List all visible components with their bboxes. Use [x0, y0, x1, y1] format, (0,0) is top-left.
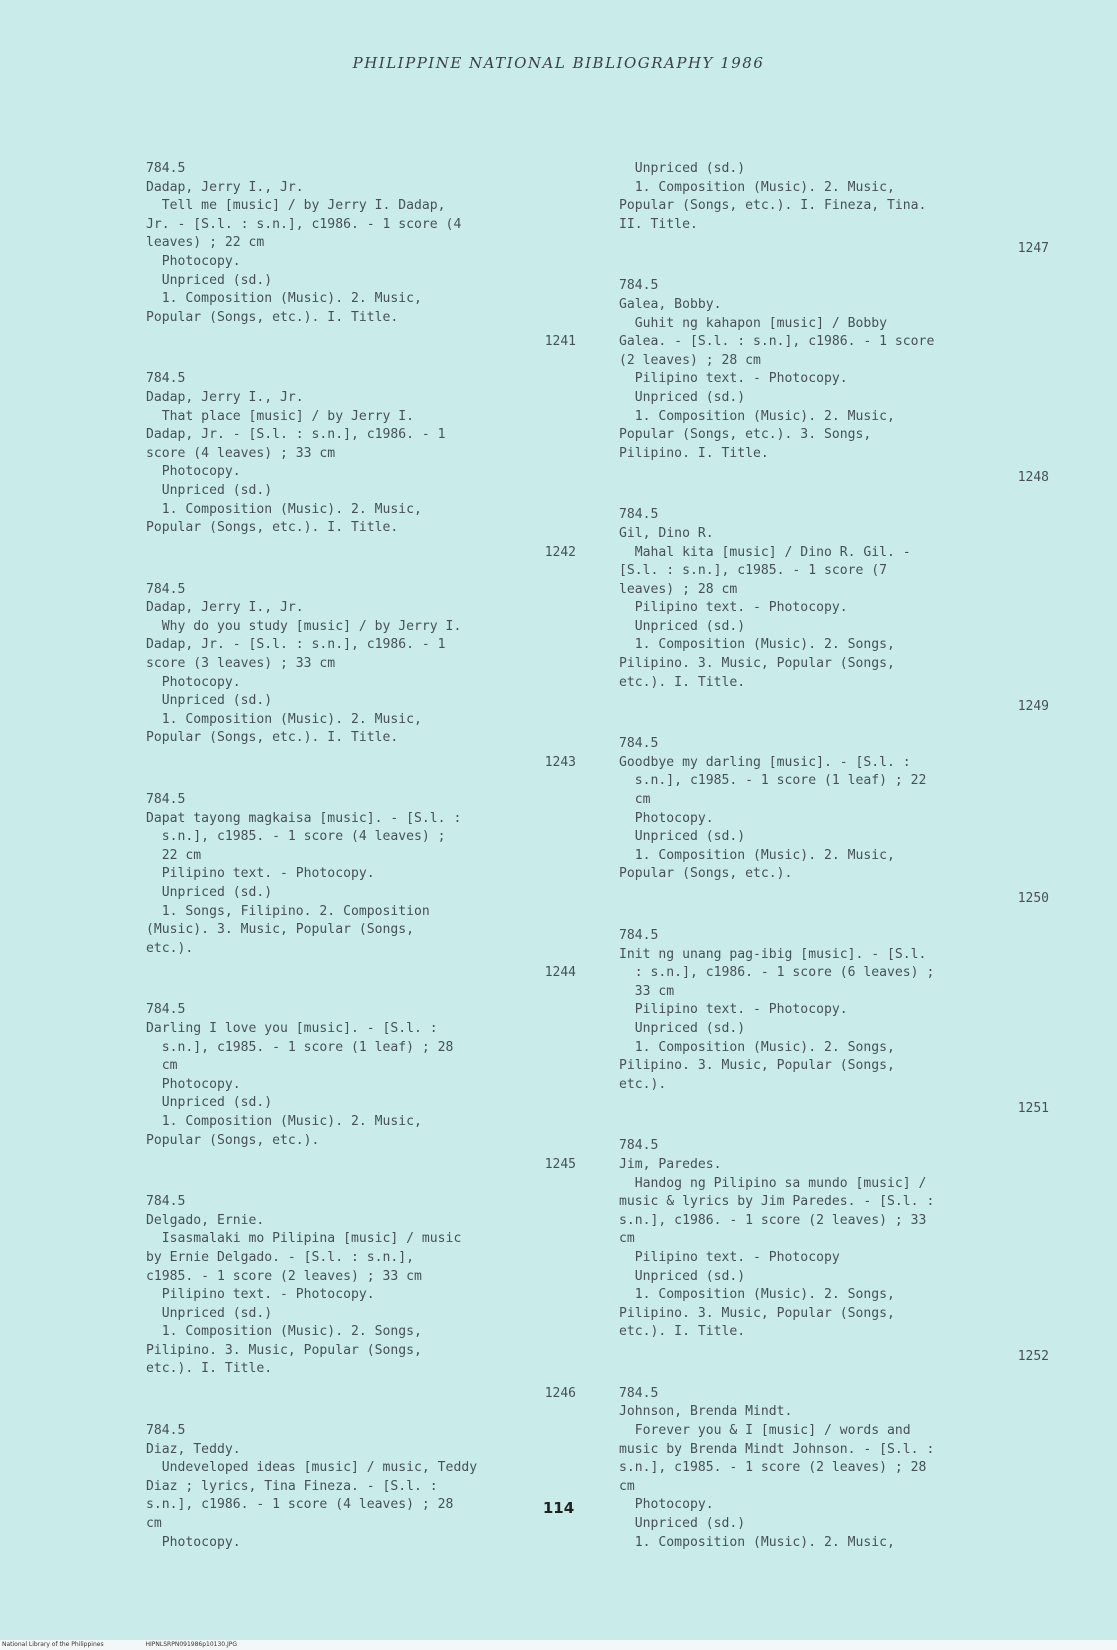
entry-line: Unpriced (sd.): [146, 1305, 273, 1321]
entry-line: Unpriced (sd.): [619, 1516, 746, 1532]
entry-line: Unpriced (sd.): [146, 885, 273, 900]
entry-line: s.n.], c1985. - 1 score (2 leaves) ; 28: [619, 1460, 927, 1476]
entry-line: Delgado, Ernie.: [146, 1212, 265, 1228]
entry-line: II. Title.: [619, 216, 698, 232]
entry-line: Jr. - [S.l. : s.n.], c1986. - 1 score (4: [146, 216, 462, 232]
call-number: 784.5: [146, 792, 186, 808]
entry-line: Unpriced (sd.): [146, 272, 273, 288]
entry-line: Dadap, Jerry I., Jr.: [146, 600, 304, 616]
entry-line: Pilipino. 3. Music, Popular (Songs,: [146, 1342, 422, 1358]
bibliography-entry: [619, 1385, 1049, 1552]
entry-number: 1243: [544, 755, 576, 771]
entry-line: s.n.], c1985. - 1 score (1 leaf) ; 28: [146, 1039, 454, 1055]
entry-line: s.n.], c1985. - 1 score (1 leaf) ; 22: [619, 773, 927, 789]
entry-line: Johnson, Brenda Mindt.: [619, 1404, 793, 1420]
page-number: 114: [542, 1499, 575, 1517]
footer-code: HIPNLSRPN091986p10130.JPG: [145, 1641, 238, 1648]
entry-line: Forever you & I [music] / words and: [619, 1423, 911, 1439]
entry-line: 1. Composition (Music). 2. Songs,: [619, 637, 895, 653]
entry-line: Photocopy.: [146, 1534, 241, 1550]
page-header: PHILIPPINE NATIONAL BIBLIOGRAPHY 1986: [352, 54, 765, 72]
bibliography-entry: [619, 927, 1049, 1118]
entry-line: Galea, Bobby.: [619, 296, 722, 312]
entry-line: 1. Composition (Music). 2. Music,: [146, 711, 422, 727]
entry-line: 1. Composition (Music). 2. Songs,: [146, 1324, 422, 1340]
call-number: 784.5: [619, 1385, 659, 1401]
entry-number: 1252: [1017, 1348, 1049, 1364]
footer-library: National Library of the Philippines: [2, 1641, 104, 1648]
entry-line: Handog ng Pilipino sa mundo [music] /: [619, 1175, 927, 1191]
entry-line: Dadap, Jerry I., Jr.: [146, 389, 304, 405]
entry-line: etc.). I. Title.: [146, 1361, 273, 1377]
entry-line: Photocopy.: [146, 253, 241, 269]
entry-line: Unpriced (sd.): [619, 618, 746, 634]
entry-line: Photocopy.: [146, 674, 241, 690]
entry-line: Guhit ng kahapon [music] / Bobby: [619, 315, 888, 331]
entry-line: Mahal kita [music] / Dino R. Gil. -: [619, 544, 911, 560]
entry-line: That place [music] / by Jerry I.: [146, 408, 415, 424]
entry-line: cm: [619, 1231, 635, 1247]
entry-line: Photocopy.: [619, 1497, 714, 1513]
bibliography-entry: [146, 370, 576, 561]
entry-line: Popular (Songs, etc.). I. Fineza, Tina.: [619, 198, 927, 214]
entry-number: 1244: [544, 965, 576, 981]
entry-number: 1242: [544, 544, 576, 560]
entry-line: Dadap, Jr. - [S.l. : s.n.], c1986. - 1: [146, 637, 446, 653]
entry-line: Popular (Songs, etc.). I. Title.: [146, 520, 399, 536]
bibliography-entry: [146, 160, 576, 351]
entry-line: cm: [146, 1058, 178, 1074]
entry-line: Pilipino. I. Title.: [619, 445, 769, 461]
entry-line: Diaz ; lyrics, Tina Fineza. - [S.l. :: [146, 1478, 438, 1494]
entry-line: Isasmalaki mo Pilipina [music] / music: [146, 1231, 462, 1247]
entry-number: 1245: [544, 1157, 576, 1173]
entry-line: Unpriced (sd.): [146, 1095, 273, 1111]
entry-line: Dadap, Jerry I., Jr.: [146, 179, 304, 195]
call-number: 784.5: [146, 371, 186, 387]
bibliography-entry: [146, 581, 576, 772]
bibliography-entry: [146, 1001, 576, 1174]
entry-line: Photocopy.: [619, 810, 714, 826]
entry-line: Tell me [music] / by Jerry I. Dadap,: [146, 198, 446, 214]
entry-line: etc.).: [146, 940, 194, 956]
entry-line: [S.l. : s.n.], c1985. - 1 score (7: [619, 563, 888, 579]
entry-line: 1. Composition (Music). 2. Songs,: [619, 1287, 895, 1303]
entry-line: Popular (Songs, etc.). 3. Songs,: [619, 427, 872, 443]
right-column: [619, 160, 1049, 1571]
entry-line: etc.).: [619, 1076, 667, 1092]
entry-line: s.n.], c1986. - 1 score (2 leaves) ; 33: [619, 1212, 927, 1228]
bibliography-entry: [619, 160, 1049, 258]
entry-number: 1247: [1017, 241, 1049, 257]
entry-line: Unpriced (sd.): [619, 1020, 746, 1036]
entry-number: 1249: [1017, 699, 1049, 715]
entry-line: Popular (Songs, etc.).: [146, 1132, 320, 1148]
call-number: 784.5: [619, 736, 659, 752]
bibliography-entry: [146, 1422, 576, 1552]
entry-line: Photocopy.: [146, 1076, 241, 1092]
call-number: 784.5: [146, 1194, 186, 1210]
entry-line: 1. Composition (Music). 2. Music,: [619, 179, 895, 195]
entry-line: Popular (Songs, etc.).: [619, 866, 793, 882]
entry-line: 1. Composition (Music). 2. Music,: [146, 501, 422, 517]
entry-line: Init ng unang pag-ibig [music]. - [S.l.: [619, 946, 927, 962]
entry-line: Pilipino text. - Photocopy.: [146, 1287, 375, 1303]
entry-line: etc.). I. Title.: [619, 674, 746, 690]
entry-line: score (3 leaves) ; 33 cm: [146, 656, 336, 672]
call-number: 784.5: [146, 1002, 186, 1018]
entry-line: 1. Composition (Music). 2. Music,: [619, 408, 895, 424]
entry-line: s.n.], c1986. - 1 score (4 leaves) ; 28: [146, 1497, 454, 1513]
entry-line: 1. Composition (Music). 2. Music,: [619, 1534, 895, 1550]
entry-line: Popular (Songs, etc.). I. Title.: [146, 730, 399, 746]
entry-line: Dapat tayong magkaisa [music]. - [S.l. :: [146, 810, 462, 826]
entry-line: 1. Composition (Music). 2. Music,: [146, 291, 422, 307]
entry-line: Darling I love you [music]. - [S.l. :: [146, 1020, 438, 1036]
entry-line: Pilipino text. - Photocopy.: [619, 600, 848, 616]
bibliography-entry: [619, 277, 1049, 487]
entry-line: by Ernie Delgado. - [S.l. : s.n.],: [146, 1249, 415, 1265]
bibliography-entry: [146, 1193, 576, 1403]
entry-line: Pilipino text. - Photocopy: [619, 1249, 840, 1265]
entry-line: Pilipino. 3. Music, Popular (Songs,: [619, 656, 895, 672]
entry-line: Unpriced (sd.): [619, 829, 746, 845]
entry-line: (Music). 3. Music, Popular (Songs,: [146, 922, 415, 938]
entry-line: music & lyrics by Jim Paredes. - [S.l. :: [619, 1194, 935, 1210]
entry-number: 1246: [544, 1386, 576, 1402]
entry-line: Jim, Paredes.: [619, 1156, 722, 1172]
call-number: 784.5: [146, 581, 186, 597]
entry-line: c1985. - 1 score (2 leaves) ; 33 cm: [146, 1268, 422, 1284]
call-number: 784.5: [619, 278, 659, 294]
entry-line: Unpriced (sd.): [619, 161, 746, 176]
entry-line: 1. Composition (Music). 2. Songs,: [619, 1039, 895, 1055]
entry-line: Pilipino text. - Photocopy.: [146, 866, 375, 882]
bibliography-entry: [619, 1137, 1049, 1366]
bibliography-entry: [619, 506, 1049, 716]
entry-line: Unpriced (sd.): [619, 1268, 746, 1284]
entry-line: 33 cm: [619, 983, 675, 999]
entry-line: Goodbye my darling [music]. - [S.l. :: [619, 754, 911, 770]
entry-number: 1250: [1017, 891, 1049, 906]
entry-line: 1. Composition (Music). 2. Music,: [146, 1113, 422, 1129]
left-column: [146, 160, 576, 1571]
entry-line: : s.n.], c1986. - 1 score (6 leaves) ;: [619, 965, 935, 981]
entry-line: etc.). I. Title.: [619, 1324, 746, 1340]
entry-line: Pilipino text. - Photocopy.: [619, 1002, 848, 1018]
entry-line: cm: [146, 1516, 162, 1532]
entry-line: Unpriced (sd.): [146, 482, 273, 498]
call-number: 784.5: [146, 161, 186, 176]
entry-line: 22 cm: [146, 847, 202, 863]
entry-line: (2 leaves) ; 28 cm: [619, 352, 761, 368]
entry-number: 1251: [1017, 1101, 1049, 1117]
entry-line: Galea. - [S.l. : s.n.], c1986. - 1 score: [619, 334, 935, 350]
call-number: 784.5: [619, 928, 659, 943]
entry-line: Photocopy.: [146, 464, 241, 480]
entry-line: Dadap, Jr. - [S.l. : s.n.], c1986. - 1: [146, 427, 446, 443]
entry-line: 1. Songs, Filipino. 2. Composition: [146, 903, 430, 919]
footer-strip: [0, 1640, 1117, 1650]
entry-line: Why do you study [music] / by Jerry I.: [146, 618, 462, 634]
bibliography-entry: [146, 791, 576, 982]
entry-line: music by Brenda Mindt Johnson. - [S.l. :: [619, 1441, 935, 1457]
entry-line: score (4 leaves) ; 33 cm: [146, 445, 336, 461]
call-number: 784.5: [619, 507, 659, 523]
entry-line: Diaz, Teddy.: [146, 1441, 241, 1457]
call-number: 784.5: [146, 1423, 186, 1439]
call-number: 784.5: [619, 1138, 659, 1154]
entry-line: leaves) ; 28 cm: [619, 581, 738, 597]
entry-line: Gil, Dino R.: [619, 525, 714, 541]
entry-line: Unpriced (sd.): [146, 693, 273, 709]
entry-line: s.n.], c1985. - 1 score (4 leaves) ;: [146, 829, 446, 845]
entry-number: 1241: [544, 334, 576, 350]
entry-line: Undeveloped ideas [music] / music, Teddy: [146, 1460, 478, 1476]
entry-line: Pilipino. 3. Music, Popular (Songs,: [619, 1305, 895, 1321]
entry-number: 1248: [1017, 470, 1049, 486]
entry-line: cm: [619, 792, 651, 808]
entry-line: Popular (Songs, etc.). I. Title.: [146, 309, 399, 325]
entry-line: Pilipino. 3. Music, Popular (Songs,: [619, 1058, 895, 1074]
entry-line: Unpriced (sd.): [619, 389, 746, 405]
entry-line: 1. Composition (Music). 2. Music,: [619, 847, 895, 863]
entry-line: Pilipino text. - Photocopy.: [619, 371, 848, 387]
entry-line: cm: [619, 1478, 635, 1494]
bibliography-entry: [619, 735, 1049, 908]
entry-line: leaves) ; 22 cm: [146, 235, 265, 251]
